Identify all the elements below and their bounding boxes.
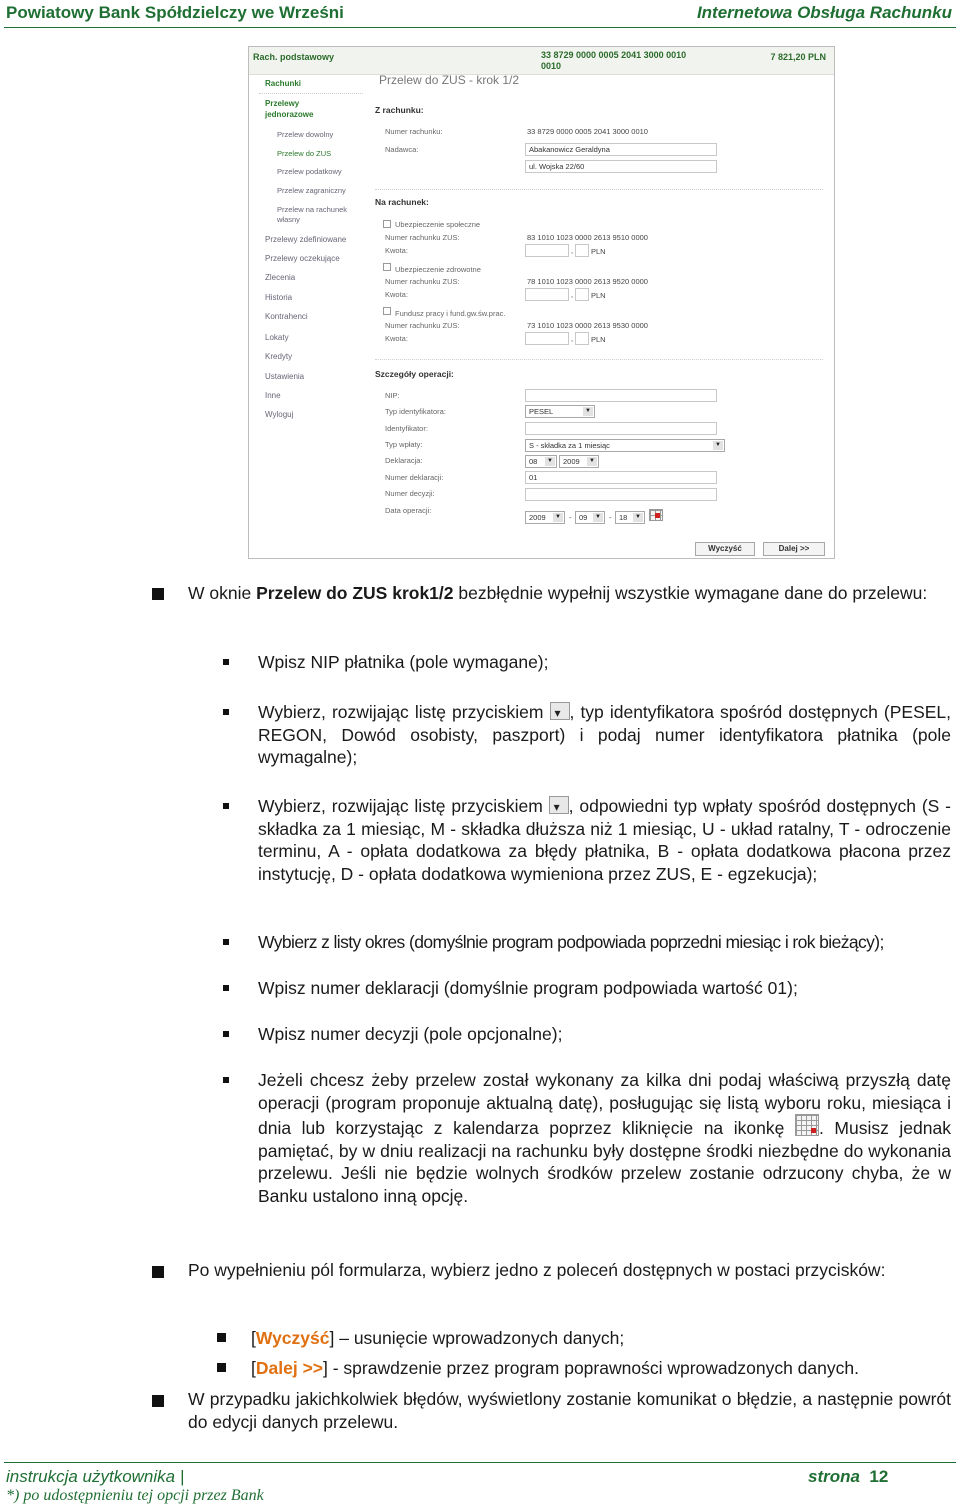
chevron-down-icon[interactable]: ▼ [633, 513, 643, 522]
divider [375, 359, 823, 360]
bullet-square [152, 1395, 164, 1407]
chevron-down-icon[interactable]: ▼ [713, 441, 723, 450]
date-year-select[interactable]: 2009 ▼ [525, 511, 565, 524]
bullet-square [152, 1266, 164, 1278]
decl-month-select[interactable]: 08 ▼ [525, 455, 557, 468]
date-dash-2: - [609, 513, 612, 522]
account-bar [249, 47, 834, 75]
error-paragraph: W przypadku jakichkolwiek błędów, wyświetlony zostanie komunikat o błędzie, a następnie powrót do edycji danych przelewu. [188, 1389, 951, 1432]
footer-note: *) po udostępnieniu tej opcji przez Bank [6, 1487, 264, 1504]
amount-cents-1[interactable] [575, 244, 589, 257]
sidebar-item-przelewy-2[interactable]: jednorazowe [265, 110, 314, 119]
sidebar-sub-zus[interactable]: Przelew do ZUS [277, 149, 332, 158]
date-dash-1: - [569, 513, 572, 522]
sender-name-field[interactable]: Abakanowicz Geraldyna [525, 143, 717, 156]
label-id: Identyfikator: [385, 424, 428, 433]
bank-name: Powiatowy Bank Spółdzielczy we Wrześni [6, 3, 344, 22]
section-details: Szczegóły operacji: [375, 369, 454, 379]
header-rule [4, 27, 956, 28]
decl-year-select[interactable]: 2009 ▼ [559, 455, 599, 468]
label-from-number: Numer rachunku: [385, 127, 443, 136]
label-kwota1: Kwota: [385, 246, 408, 255]
label-zus3: Fundusz pracy i fund.gw.św.prac. [395, 309, 506, 318]
sidebar-item-ustawienia[interactable]: Ustawienia [265, 372, 305, 381]
label-zus2-acc: Numer rachunku ZUS: [385, 277, 460, 286]
sidebar-item-rachunki[interactable]: Rachunki [265, 79, 302, 88]
sender-address-field[interactable]: ul. Wojska 22/60 [525, 160, 717, 173]
label-idtype: Typ identyfikatora: [385, 407, 446, 416]
clear-explanation: [Wyczyść] – usunięcie wprowadzonych danych; [251, 1328, 625, 1348]
calendar-icon[interactable] [649, 509, 663, 521]
label-date: Data operacji: [385, 506, 432, 515]
sidebar-sub-dowolny[interactable]: Przelew dowolny [277, 130, 334, 139]
label-decision: Numer decyzji: [385, 489, 435, 498]
checkbox-zus1[interactable] [383, 220, 391, 228]
currency-2: PLN [591, 291, 606, 300]
sidebar-item-oczekujace[interactable]: Przelewy oczekujące [265, 254, 340, 263]
bullet-small [223, 985, 229, 991]
account-number: 33 8729 0000 0005 2041 3000 0010 0010 [541, 50, 687, 71]
label-declnum: Numer deklaracji: [385, 473, 444, 482]
date-month-select[interactable]: 09 ▼ [575, 511, 605, 524]
label-zus2: Ubezpieczenie zdrowotne [395, 265, 481, 274]
checkbox-zus3[interactable] [383, 307, 391, 315]
amount-field-3[interactable] [525, 332, 569, 345]
value-from-number: 33 8729 0000 0005 2041 3000 0010 [527, 127, 648, 136]
section-from: Z rachunku: [375, 105, 424, 115]
sidebar-item-inne[interactable]: Inne [265, 391, 281, 400]
footer-manual: instrukcja użytkownika | [6, 1467, 185, 1486]
label-zus3-acc: Numer rachunku ZUS: [385, 321, 460, 330]
next-explanation: [Dalej >>] - sprawdzenie przez program poprawności wprowadzonych danych. [251, 1358, 859, 1378]
sidebar-item-kredyty[interactable]: Kredyty [265, 352, 293, 361]
page-title: Przelew do ZUS - krok 1/2 [379, 73, 520, 87]
label-zus1: Ubezpieczenie społeczne [395, 220, 481, 229]
bullet-small [223, 659, 229, 665]
sidebar-item-lokaty[interactable]: Lokaty [265, 333, 289, 342]
zus-form-screenshot [248, 46, 835, 559]
bullet-small [223, 1031, 229, 1037]
bullet-square-small [217, 1363, 226, 1372]
date-day-select[interactable]: 18 ▼ [615, 511, 645, 524]
amount-cents-2[interactable] [575, 288, 589, 301]
label-kwota3: Kwota: [385, 334, 408, 343]
paytype-select[interactable]: S - składka za 1 miesiąc ▼ [525, 439, 725, 452]
label-paytype: Typ wpłaty: [385, 440, 423, 449]
sidebar-item-zdefiniowane[interactable]: Przelewy zdefiniowane [265, 235, 347, 244]
step-date: Jeżeli chcesz żeby przelew został wykonany za kilka dni podaj właściwą przyszłą datę operacji (program proponuje aktualną datę), posługując się listą wyboru roku, miesiąca i dnia lub korzystając z kalendarza poprzez kliknięcie na ikonkę . Musisz jednak pamiętać, by w dniu realizacji na rachunku były dostępne środki niezbędne do wykonania przelewu. Jeśli nie będzie wolnych środków przelew zostanie odrzucony chyba, że w Banku ustalono inną opcję. [258, 1070, 951, 1206]
dropdown-arrow-icon [549, 796, 569, 814]
section-to: Na rachunek: [375, 197, 429, 207]
next-button[interactable]: Dalej >> [763, 542, 825, 556]
sidebar-item-historia[interactable]: Historia [265, 293, 293, 302]
sidebar-item-przelewy[interactable]: Przelewy [265, 99, 300, 108]
dropdown-arrow-icon [550, 702, 570, 720]
step-paytype: Wybierz, rozwijając listę przyciskiem ▾, odpowiedni typ wpłaty spośród dostępnych (S -składka za 1 miesiąc, M - składka dłuższa niż 1 miesiąc, U - układ ratalny, T - odroczenie terminu, A - opłata dodatkowa za błędy płatnika, B - opłata dodatkowa płacona przez instytucję, D - opłata dodatkowa wymieniona przez ZUS, E - egzekucja); [258, 795, 951, 885]
clear-button[interactable]: Wyczyść [695, 542, 755, 556]
step-period: Wybierz z listy okres (domyślnie program podpowiada poprzedni miesiąc i rok bieżący); [258, 932, 884, 952]
value-zus3-acc: 73 1010 1023 0000 2613 9530 0000 [527, 321, 648, 330]
label-zus1-acc: Numer rachunku ZUS: [385, 233, 460, 242]
sidebar-sub-wlasny-2[interactable]: własny [277, 215, 300, 224]
value-zus1-acc: 83 1010 1023 0000 2613 9510 0000 [527, 233, 648, 242]
amount-field-1[interactable] [525, 244, 569, 257]
currency-3: PLN [591, 335, 606, 344]
checkbox-zus2[interactable] [383, 263, 391, 271]
bullet-small [223, 1077, 229, 1083]
step-nip: Wpisz NIP płatnika (pole wymagane); [258, 652, 549, 672]
sidebar-item-wyloguj[interactable]: Wyloguj [265, 410, 294, 419]
step-idtype: Wybierz, rozwijając listę przyciskiem ▾, typ identyfikatora spośród dostępnych (PESEL, REGON, Dowód osobisty, paszport) i podaj numer identyfikatora płatnika (pole wymagalne); [258, 701, 951, 769]
buttons-paragraph: Po wypełnieniu pól formularza, wybierz jedno z poleceń dostępnych w postaci przycisków: [188, 1260, 886, 1280]
label-decl: Deklaracja: [385, 456, 423, 465]
nip-input[interactable] [525, 389, 717, 402]
label-kwota2: Kwota: [385, 290, 408, 299]
sidebar-item-kontrahenci[interactable]: Kontrahenci [265, 312, 308, 321]
sidebar-menu [249, 75, 369, 455]
chevron-down-icon[interactable]: ▼ [583, 407, 593, 416]
comma-1: , [571, 246, 574, 255]
bullet-square-small [217, 1333, 226, 1342]
identifier-input[interactable] [525, 422, 717, 435]
amount-cents-3[interactable] [575, 332, 589, 345]
sidebar-sub-wlasny[interactable]: Przelew na rachunek [277, 205, 348, 214]
bullet-small [223, 803, 229, 809]
chevron-down-icon[interactable]: ▼ [587, 457, 597, 466]
amount-field-2[interactable] [525, 288, 569, 301]
step-decision: Wpisz numer decyzji (pole opcjonalne); [258, 1024, 563, 1044]
comma-2: , [571, 290, 574, 299]
decision-input[interactable] [525, 488, 717, 501]
chevron-down-icon[interactable]: ▼ [593, 513, 603, 522]
chevron-down-icon[interactable]: ▼ [545, 457, 555, 466]
service-name: Internetowa Obsługa Rachunku [696, 3, 952, 22]
bullet-small [223, 709, 229, 715]
sidebar-divider [259, 93, 363, 94]
sidebar-sub-zagraniczny[interactable]: Przelew zagraniczny [277, 186, 346, 195]
account-balance: 7 821,20 PLN [770, 52, 826, 62]
sidebar-item-zlecenia[interactable]: Zlecenia [265, 273, 296, 282]
calendar-icon [795, 1114, 819, 1136]
intro-paragraph: W oknie Przelew do ZUS krok1/2 bezbłędnie wypełnij wszystkie wymagane dane do przelewu: [188, 583, 928, 603]
declnum-input[interactable]: 01 [525, 471, 717, 484]
chevron-down-icon[interactable]: ▼ [553, 513, 563, 522]
value-zus2-acc: 78 1010 1023 0000 2613 9520 0000 [527, 277, 648, 286]
label-nip: NIP: [385, 391, 400, 400]
sidebar-sub-podatkowy[interactable]: Przelew podatkowy [277, 167, 342, 176]
footer-page: strona 12 [808, 1467, 889, 1486]
currency-1: PLN [591, 247, 606, 256]
step-declnum: Wpisz numer deklaracji (domyślnie program podpowiada wartość 01); [258, 978, 798, 998]
account-label: Rach. podstawowy [253, 52, 335, 62]
divider [375, 189, 823, 190]
footer-rule [4, 1462, 956, 1463]
idtype-select[interactable]: PESEL ▼ [525, 405, 595, 418]
label-sender: Nadawca: [385, 145, 419, 154]
comma-3: , [571, 334, 574, 343]
bullet-square [152, 588, 164, 600]
page-header [0, 0, 960, 28]
bullet-small [223, 939, 229, 945]
